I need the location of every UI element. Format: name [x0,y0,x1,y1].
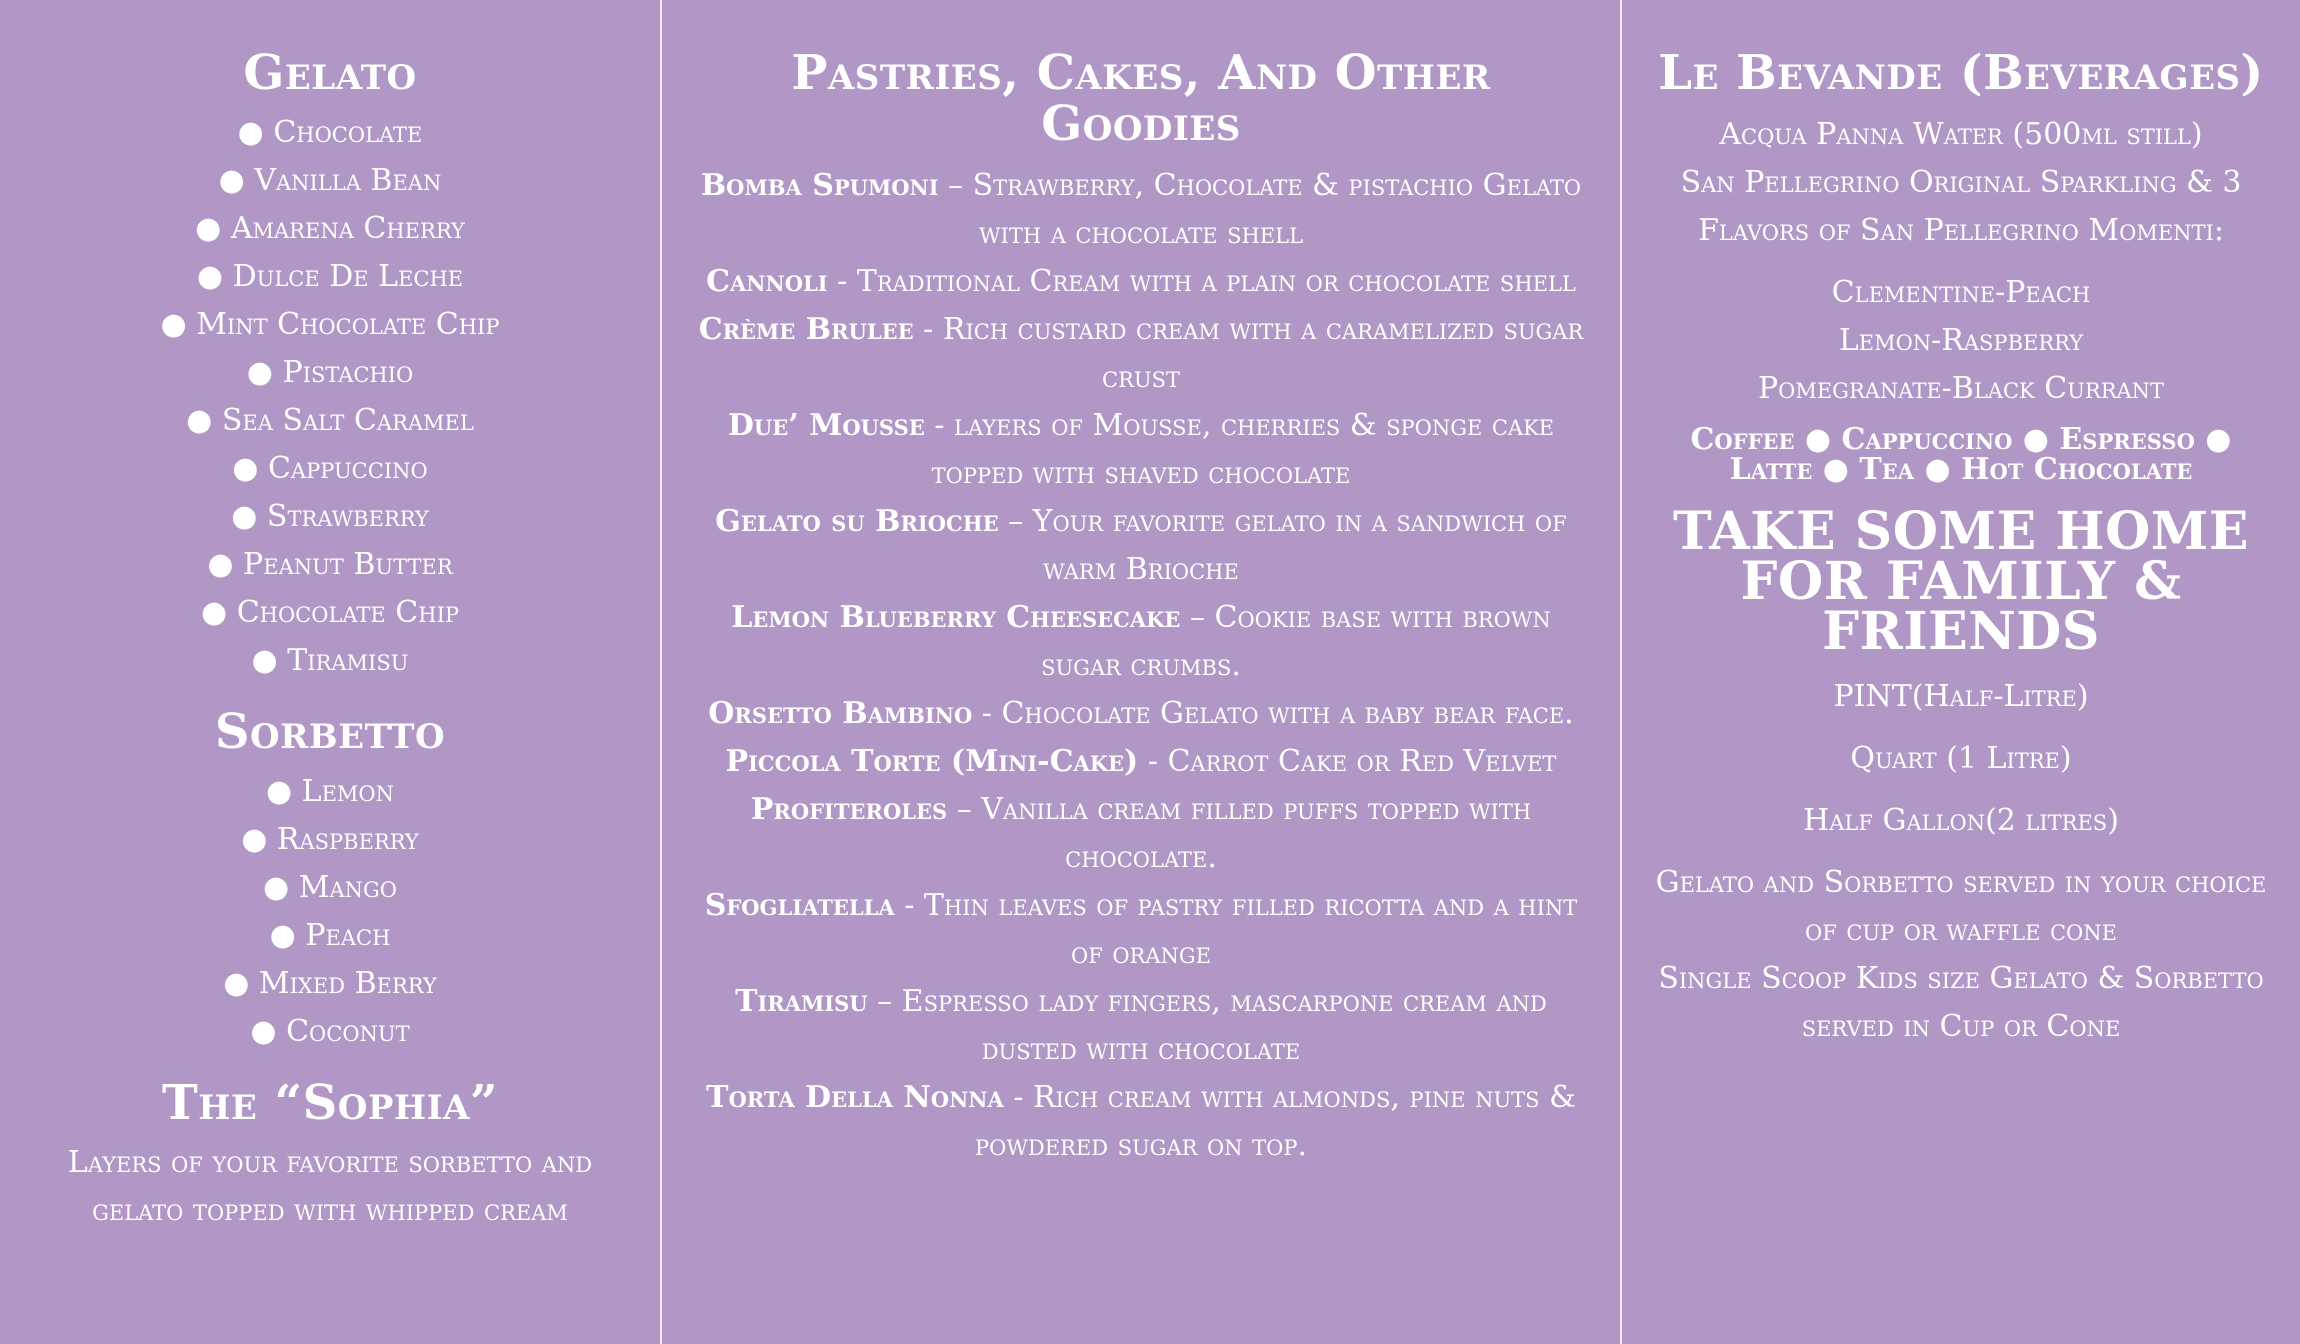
gelato-heading: Gelato [243,45,417,101]
pastry-description: - Chocolate Gelato with a baby bear face. [972,696,1574,731]
pastry-description: - Traditional Cream with a plain or chocolate shell [827,264,1576,299]
sorbetto-flavor: ● Lemon [265,774,395,809]
pastry-name: Piccola Torte (Mini-Cake) [725,744,1139,779]
sophia-description: Layers of your favorite sorbetto and gelato topped with whipped cream [67,1145,593,1228]
pastry-name: Tiramisu [735,984,868,1019]
pastry-item [686,978,1596,1074]
gelato-flavor: ● Pistachio [246,355,414,390]
left-column [0,0,660,1344]
gelato-flavor: ● Chocolate [237,115,423,150]
pastry-item [686,258,1596,306]
pastry-description: - Rich cream with almonds, pine nuts & powdered sugar on top. [974,1080,1576,1163]
pastry-description: - layers of Mousse, cherries & sponge cake topped with shaved chocolate [924,408,1555,491]
pastry-name: Gelato su Brioche [715,504,999,539]
pastry-description: – Cookie base with brown sugar crumbs. [1041,600,1551,683]
pastry-description: - Rich custard cream with a caramelized sugar crust [913,312,1584,395]
sophia-heading: The “Sophia” [162,1075,498,1131]
pastry-description: – Vanilla cream filled puffs topped with chocolate. [947,792,1532,875]
pastry-item [686,594,1596,690]
momenti-flavor: Clementine-Peach [1831,275,2091,310]
take-home-size: Half Gallon(2 litres) [1803,803,2119,838]
pastry-description: - Carrot Cake or Red Velvet [1138,744,1557,779]
pastry-item [686,402,1596,498]
sorbetto-flavor-list [22,768,638,1056]
gelato-flavor: ● Dulce De Leche [196,259,464,294]
pastry-name: Orsetto Bambino [708,696,973,731]
cup-cone-note: Gelato and Sorbetto served in your choice of cup or waffle cone [1655,865,2267,948]
gelato-flavor: ● Strawberry [231,499,429,534]
sparkling-line: San Pellegrino Original Sparkling & 3 Flavors of San Pellegrino Momenti: [1680,165,2242,248]
sorbetto-flavor: ● Coconut [250,1014,410,1049]
pastries-heading: Pastries, Cakes, And Other Goodies [791,45,1491,152]
hot-drinks-line: Coffee ● Cappuccino ● Espresso ● Latte ● Tea ● Hot Chocolate [1690,422,2232,487]
gelato-flavor-list [22,109,638,685]
pastry-item [686,738,1596,786]
momenti-flavor: Lemon-Raspberry [1838,323,2084,358]
pastry-description: – Your favorite gelato in a sandwich of warm Brioche [998,504,1567,587]
right-column [1622,0,2300,1344]
pastry-item [686,162,1596,258]
gelato-flavor: ● Sea Salt Caramel [186,403,474,438]
sorbetto-flavor: ● Raspberry [241,822,419,857]
pastry-item [686,786,1596,882]
momenti-flavor: Pomegranate-Black Currant [1757,371,2165,406]
gelato-flavor: ● Vanilla Bean [218,163,442,198]
gelato-flavor: ● Cappuccino [232,451,428,486]
pastry-description: – Espresso lady fingers, mascarpone cream and dusted with chocolate [867,984,1547,1067]
pastry-item [686,306,1596,402]
sorbetto-flavor: ● Peach [269,918,391,953]
pastry-description: – Strawberry, Chocolate & pistachio Gelato with a chocolate shell [938,168,1582,251]
pastry-item [686,882,1596,978]
pastry-name: Lemon Blueberry Cheesecake [731,600,1181,635]
pastry-name: Profiteroles [750,792,948,827]
middle-column [662,0,1620,1344]
gelato-flavor: ● Chocolate Chip [200,595,459,630]
water-line: Acqua Panna Water (500ml still) [1719,117,2203,152]
pastry-description: - Thin leaves of pastry filled ricotta and a hint of orange [894,888,1578,971]
gelato-flavor: ● Tiramisu [251,643,409,678]
gelato-flavor: ● Peanut Butter [207,547,453,582]
beverages-heading: Le Bevande (Beverages) [1658,45,2264,101]
serving-note [1646,859,2276,1051]
sorbetto-flavor: ● Mango [263,870,397,905]
momenti-flavor-list [1646,269,2276,413]
pastry-item [686,1074,1596,1170]
gelato-flavor: ● Amarena Cherry [195,211,465,246]
kids-size-note: Single Scoop Kids size Gelato & Sorbetto served in Cup or Cone [1658,961,2264,1044]
pastry-list [686,162,1596,1170]
pastry-name: Bomba Spumoni [700,168,939,203]
pastry-name: Crème Brulee [698,312,914,347]
take-home-size: PINT(Half-Litre) [1833,679,2089,714]
pastry-name: Sfogliatella [704,888,895,923]
take-home-size: Quart (1 Litre) [1850,741,2072,776]
sorbetto-flavor: ● Mixed Berry [223,966,437,1001]
gelato-flavor: ● Mint Chocolate Chip [160,307,500,342]
sorbetto-heading: Sorbetto [214,704,446,760]
pastry-item [686,690,1596,738]
take-home-heading: TAKE SOME HOME FOR FAMILY & FRIENDS [1673,501,2249,662]
pastry-item [686,498,1596,594]
pastry-name: Cannoli [706,264,828,299]
pastry-name: Due’ Mousse [727,408,925,443]
pastry-name: Torta Della Nonna [706,1080,1004,1115]
